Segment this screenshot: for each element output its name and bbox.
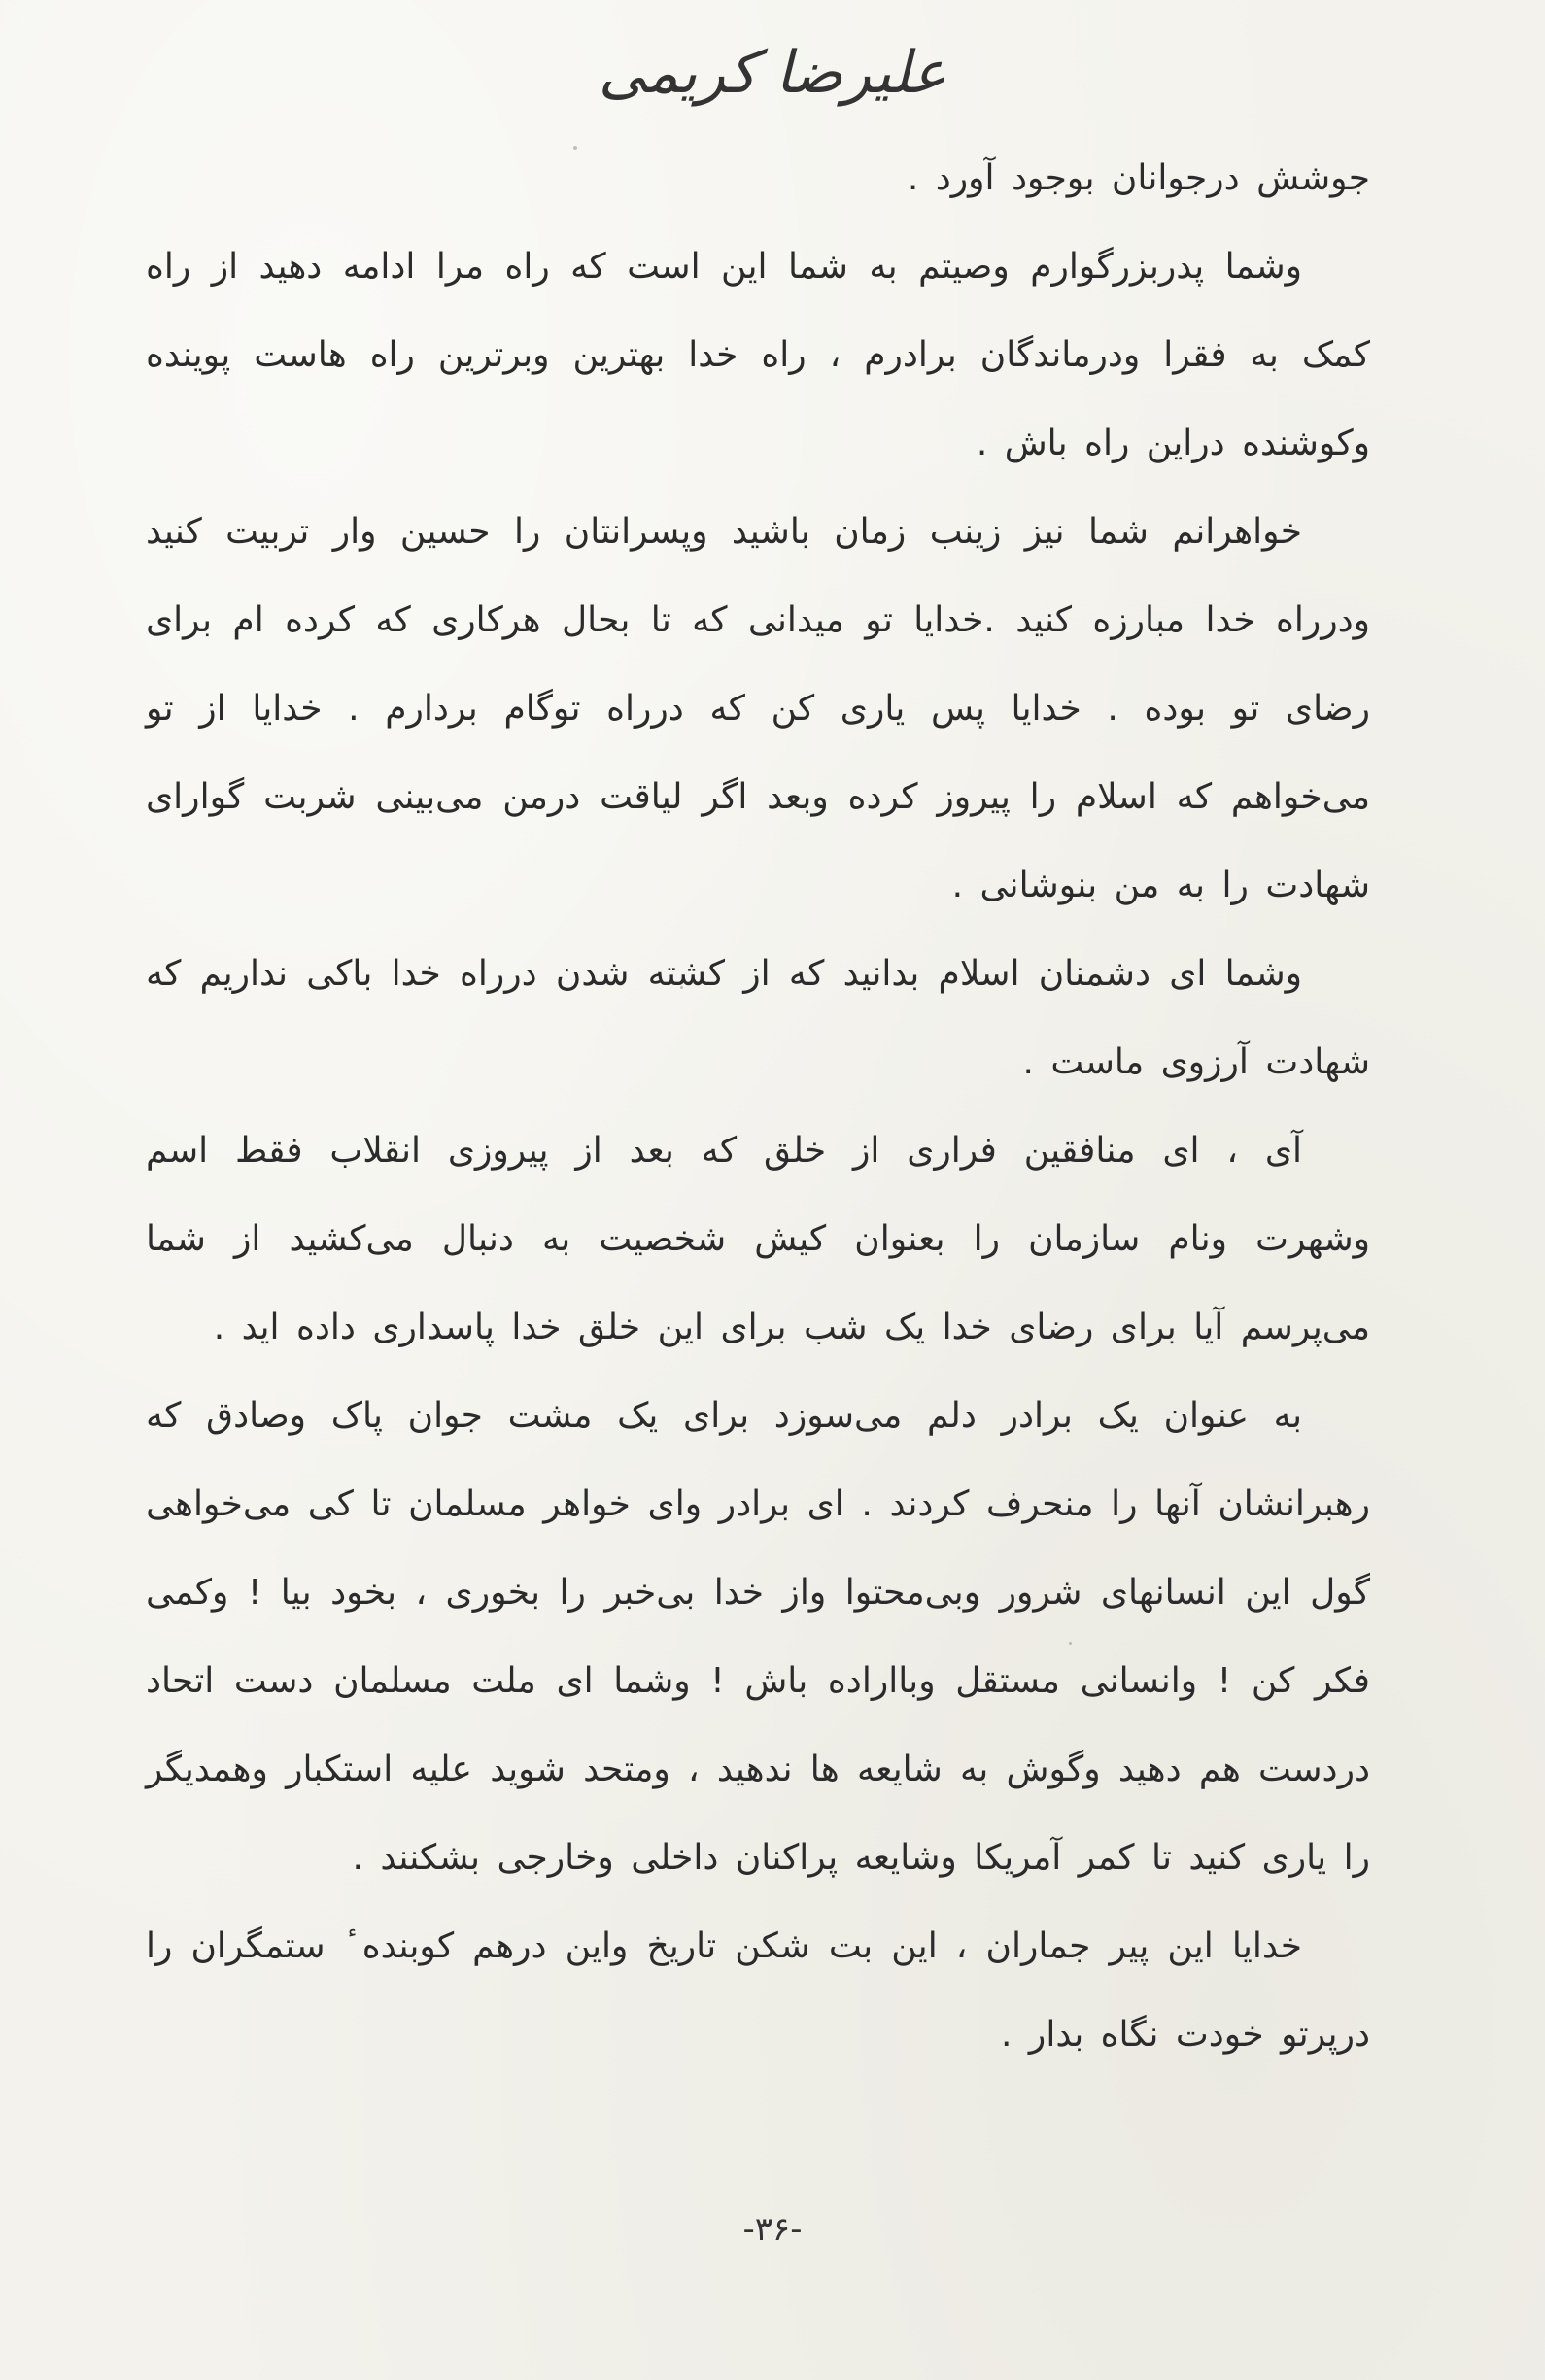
paragraph-2: وشما پدربزرگوارم وصیتم به شما این است که راه مرا ادامه دهید از راه کمک به فقرا ودرماندگان برادرم ، راه خدا بهترین وبرترین راه هاست پوینده وکوشنده دراین راه باش .: [146, 247, 1370, 463]
page-number: -۳۶-: [742, 2210, 803, 2249]
paper-speck: [573, 146, 577, 150]
paper-speck: [680, 986, 683, 989]
paragraph-4: وشما ای دشمنان اسلام بدانید که از کشته شدن درراه خدا باکی نداریم که شهادت آرزوی ماست .: [146, 954, 1370, 1082]
paragraph-6: به عنوان یک برادر دلم می‌سوزد برای یک مشت جوان پاک وصادق که رهبرانشان آنها را منحرف کردند . ای برادر وای خواهر مسلمان تا کی می‌خواهی گول این انسانهای شرور وبی‌محتوا واز خدا بی‌خبر را بخوری ، بخود بیا ! وکمی فکر کن ! وانسانی مستقل وبااراده باش ! وشما ای ملت مسلمان دست اتحاد دردست هم دهید وگوش به شایعه ها ندهید ، ومتحد شوید علیه استکبار وهمدیگر را یاری کنید تا کمر آمریکا وشایعه پراکنان داخلی وخارجی بشکنند .: [146, 1396, 1370, 1878]
paragraph-5: آی ، ای منافقین فراری از خلق که بعد از پیروزی انقلاب فقط اسم وشهرت ونام سازمان را بعنوان کیش شخصیت به دنبال می‌کشید از شما می‌پرسم آیا برای رضای خدا یک شب برای این خلق خدا پاسداری داده اید .: [146, 1131, 1370, 1347]
handwritten-signature: علیرضا کریمی: [598, 39, 947, 107]
paragraph-3: خواهرانم شما نیز زینب زمان باشید وپسرانتان را حسین وار تربیت کنید ودرراه خدا مبارزه کنید .خدایا تو میدانی که تا بحال هرکاری که کرده ام برای رضای تو بوده . خدایا پس یاری کن که درراه توگام بردارم . خدایا از تو می‌خواهم که اسلام را پیروز کرده وبعد اگر لیاقت درمن می‌بینی شربت گوارای شهادت را به من بنوشانی .: [146, 512, 1370, 905]
paragraph-1: جوشش درجوانان بوجود آورد .: [907, 158, 1370, 198]
letter-body: [146, 134, 1370, 2079]
paper-speck: [1069, 1642, 1072, 1645]
paragraph-7: خدایا این پیر جماران ، این بت شکن تاریخ واین درهم کوبنده ٔ ستمگران را درپرتو خودت نگاه بدار .: [146, 1926, 1370, 2055]
